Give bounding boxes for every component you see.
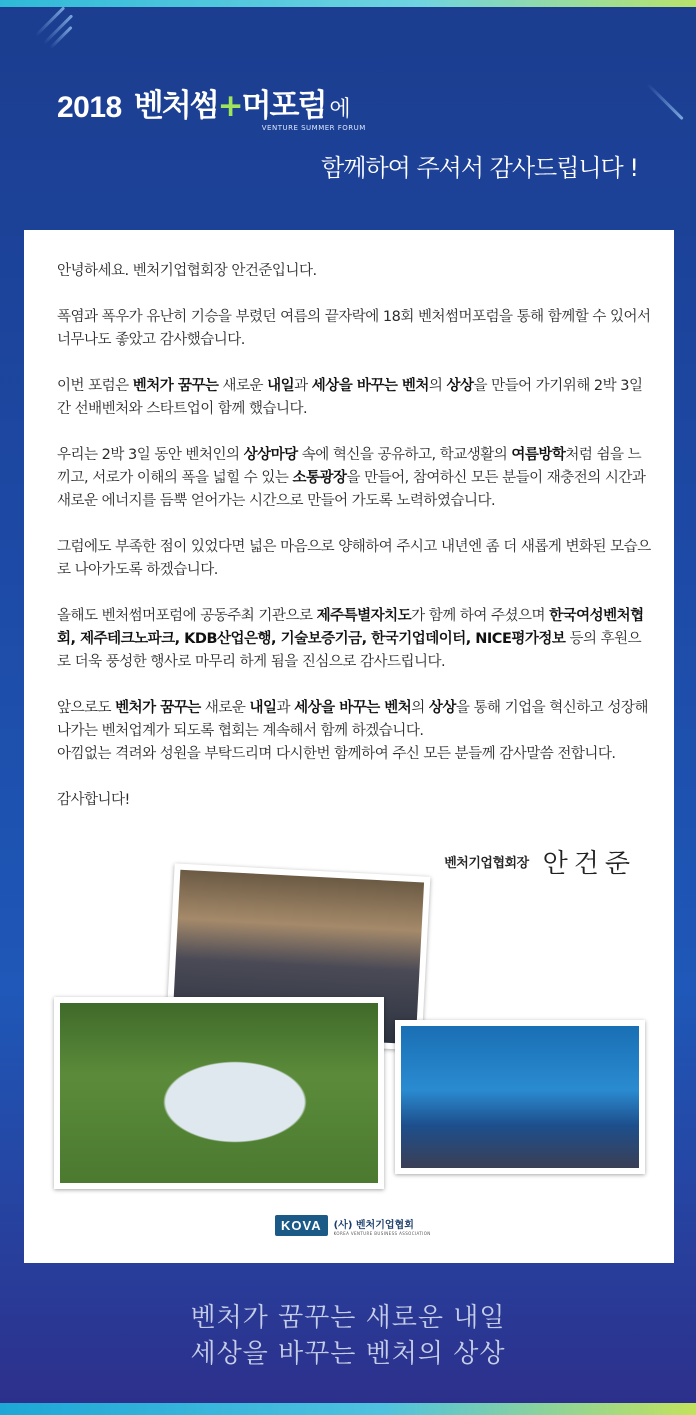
thanks-heading: 함께하여 주셔서 감사드립니다 ! — [321, 154, 638, 182]
association-logo — [275, 1215, 431, 1236]
letter-greeting: 안녕하세요. 벤처기업협회장 안건준입니다. — [57, 263, 317, 279]
panel-discussion-photo — [395, 1020, 645, 1174]
association-english-name: KOREA VENTURE BUSINESS ASSOCIATION — [333, 1230, 431, 1236]
bottom-gradient-bar — [0, 1403, 696, 1415]
header — [0, 0, 696, 230]
letter-paragraph: 그럼에도 부족한 점이 있었다면 넓은 마음으로 양해하여 주시고 내년엔 좀 더 새롭게 변화된 모습으로 나아가도록 하겠습니다. — [57, 539, 651, 578]
letter-paragraph: 앞으로도 벤처가 꿈꾸는 새로운 내일과 세상을 바꾸는 벤처의 상상을 통해 기업을 혁신하고 성장해 나가는 벤처업계가 되도록 협회는 계속해서 함께 하겠습니다. — [57, 700, 648, 739]
forum-suffix: 에 — [329, 97, 351, 122]
slogan-line-1: 벤처가 꿈꾸는 새로운 내일 — [190, 1303, 506, 1333]
letter-body — [57, 260, 652, 835]
signature-name: 안건준 — [542, 849, 636, 879]
plus-icon: + — [217, 88, 242, 124]
decorative-stripe — [35, 6, 65, 36]
kova-mark: KOVA — [275, 1215, 328, 1236]
association-name: (사) 벤처기업협회 — [333, 1219, 414, 1231]
event-year: 2018 — [57, 91, 122, 124]
forum-name: 벤처썸+머포럼 VENTURE SUMMER FORUM — [133, 88, 366, 132]
decorative-stripe — [49, 26, 72, 49]
event-title — [57, 80, 366, 132]
signature-title: 벤처기업협회장 — [444, 856, 529, 871]
letter-paragraph: 올해도 벤처썸머포럼에 공동주최 기관으로 제주특별자치도가 함께 하여 주셨으며 한국여성벤처협회, 제주테크노파크, KDB산업은행, 기술보증기금, 한국기업데이터, NICE평가정보 등의 후원으로 더욱 풍성한 행사로 마무리 하게 됨을 진심으로 감사드립니다. — [57, 608, 644, 670]
signature — [444, 843, 636, 880]
letter-paragraph: 폭염과 폭우가 유난히 기승을 부렸던 여름의 끝자락에 18회 벤처썸머포럼을 통해 함께할 수 있어서 너무나도 좋았고 감사했습니다. — [57, 309, 651, 348]
group-photo — [54, 997, 384, 1189]
letter-closing: 감사합니다! — [57, 792, 130, 808]
letter-paragraph: 우리는 2박 3일 동안 벤처인의 상상마당 속에 혁신을 공유하고, 학교생활의 여름방학처럼 쉼을 느끼고, 서로가 이해의 폭을 넓힐 수 있는 소통광장을 만들어, 참여하신 모든 분들이 재충전의 시간과 새로운 에너지를 듬뿍 얻어가는 시간으로 만들어 가도록 노력하였습니다. — [57, 447, 646, 509]
letter-paragraph: 이번 포럼은 벤처가 꿈꾸는 새로운 내일과 세상을 바꾸는 벤처의 상상을 만들어 가기위해 2박 3일간 선배벤처와 스타트업이 함께 했습니다. — [57, 378, 643, 417]
letter-paragraph: 아낌없는 격려와 성원을 부탁드리며 다시한번 함께하여 주신 모든 분들께 감사말씀 전합니다. — [57, 746, 616, 762]
decorative-stripe — [646, 83, 683, 120]
slogan-line-2: 세상을 바꾸는 벤처의 상상 — [190, 1339, 506, 1369]
forum-subtitle: VENTURE SUMMER FORUM — [261, 124, 366, 132]
